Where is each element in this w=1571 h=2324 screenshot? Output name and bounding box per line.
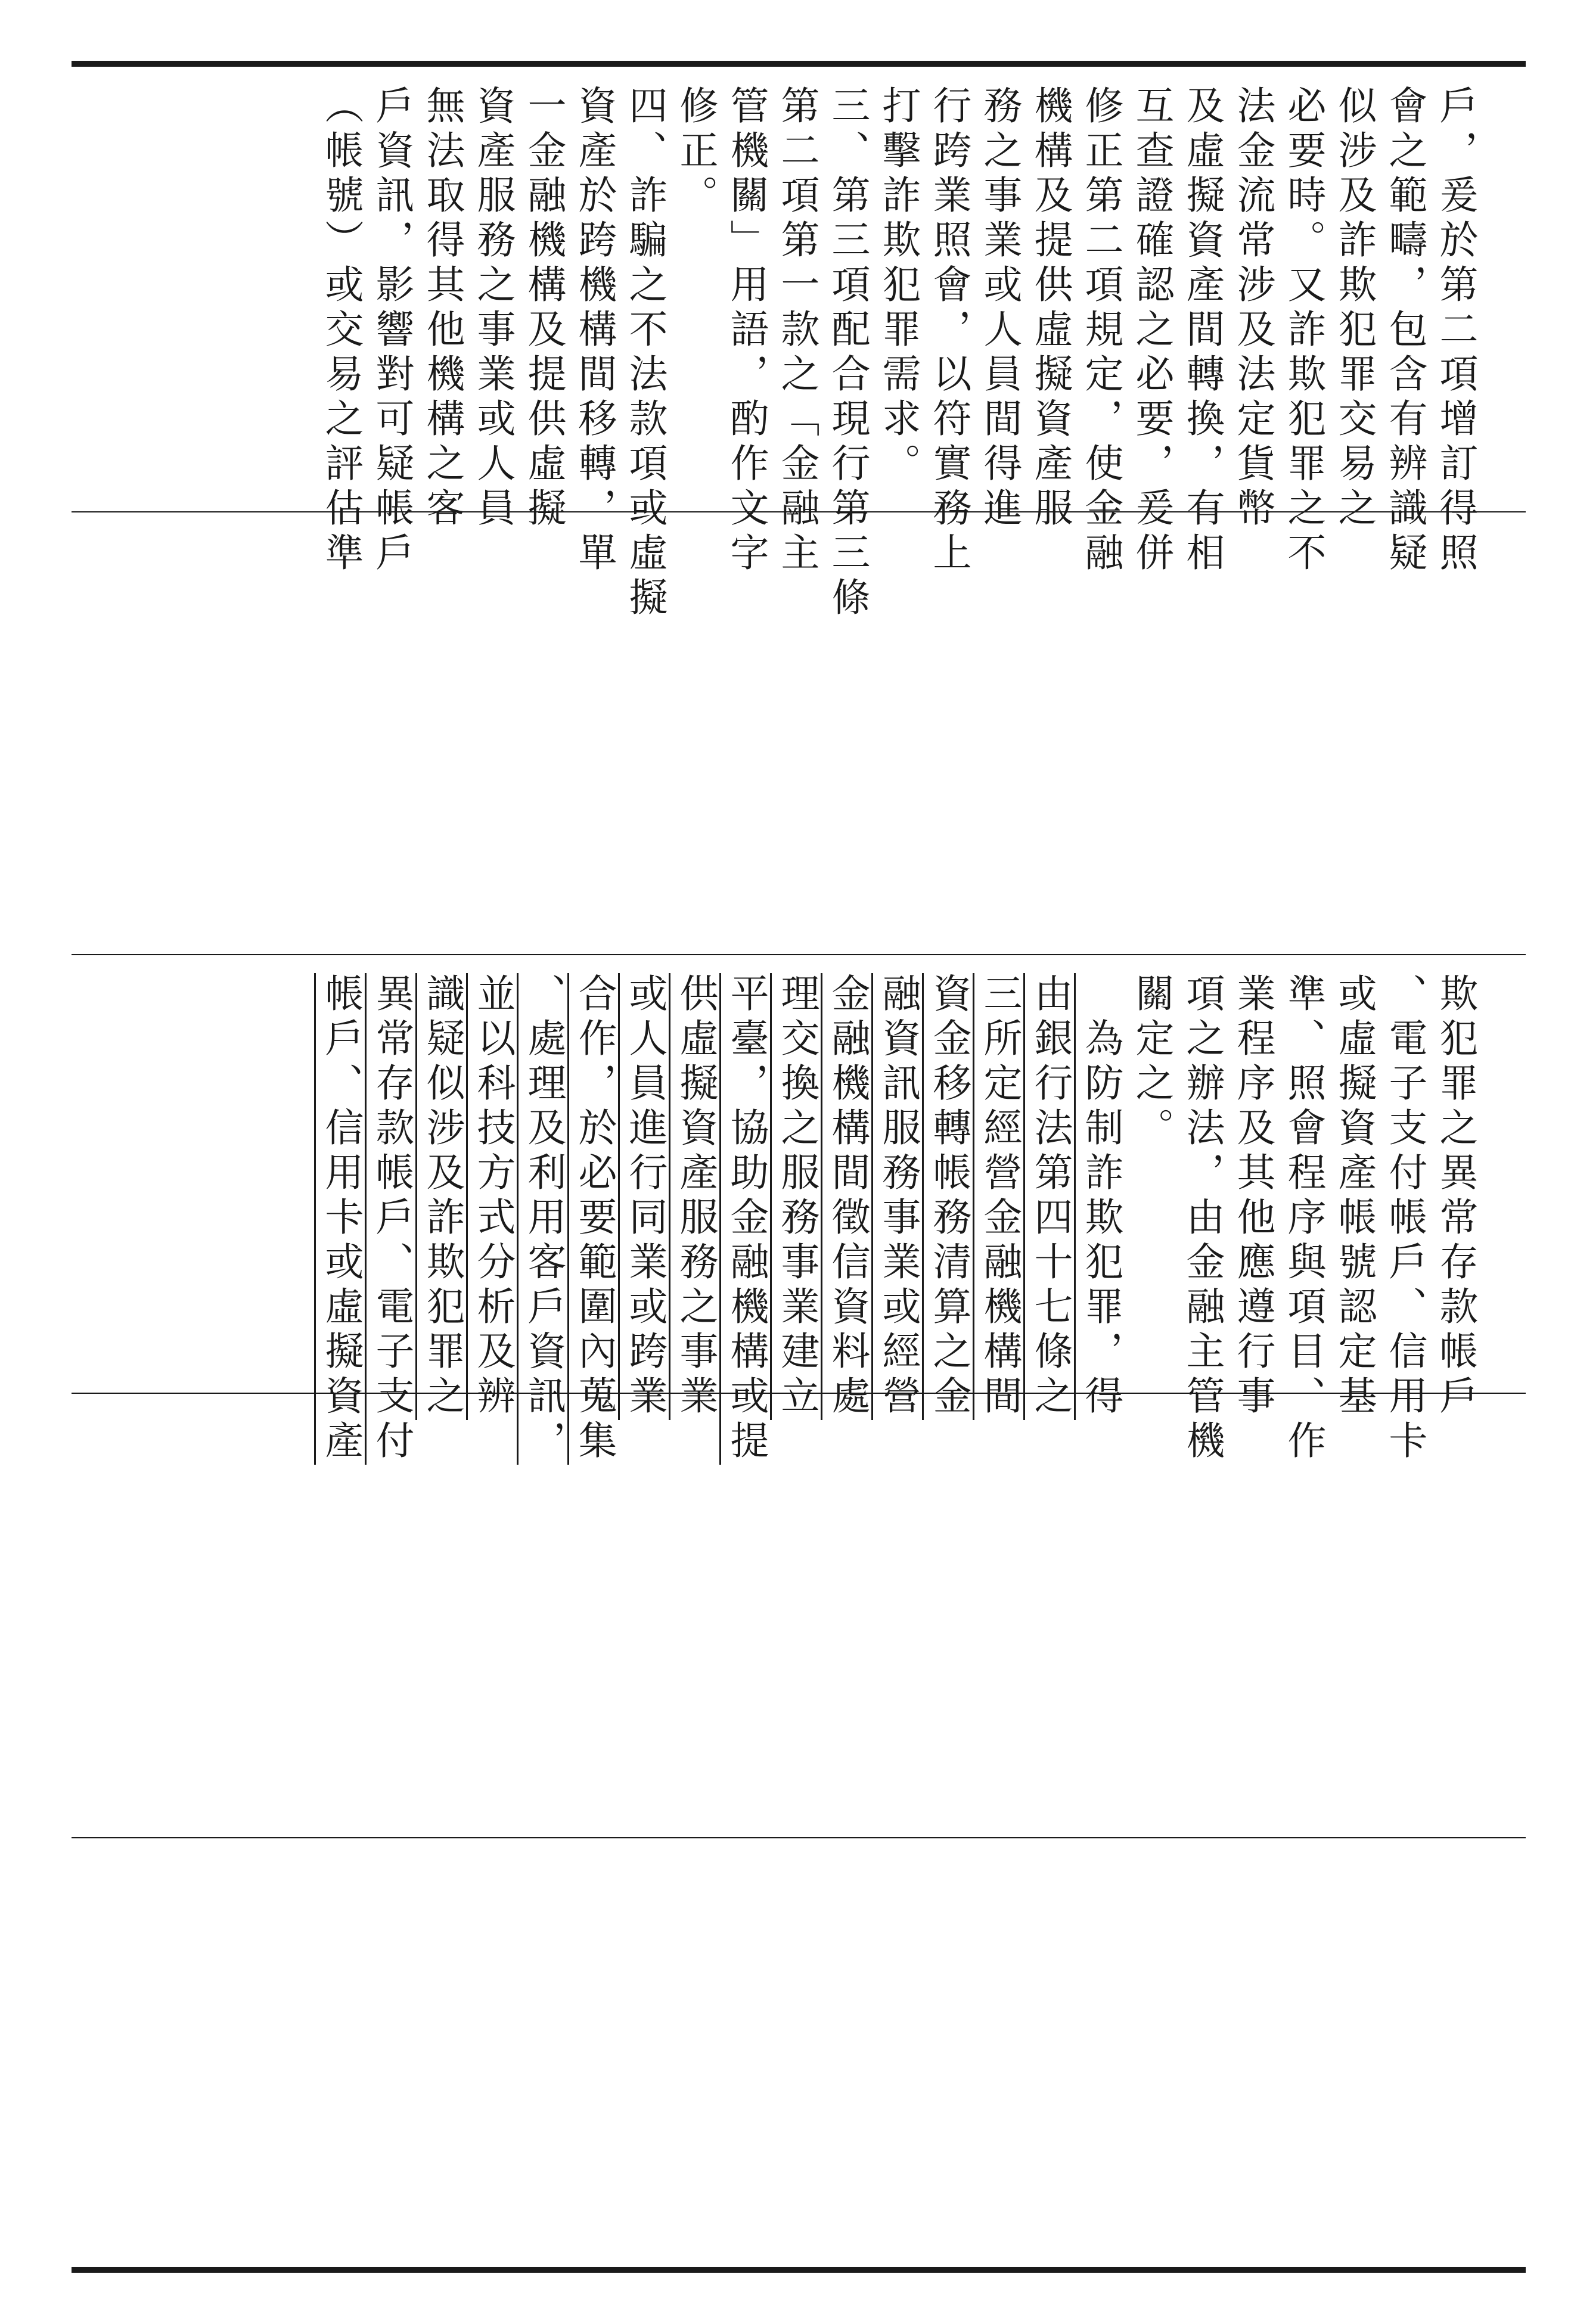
text-column: 帳戶、信用卡或虛擬資產 [318,973,363,1465]
text-column: 管機關」用語，酌作文字 [724,85,768,577]
text-column: 並以科技方式分析及辨 [470,973,515,1420]
text-column: 業程序及其他應遵行事 [1230,973,1275,1420]
text-column: 、處理及利用客戶資訊， [521,973,566,1465]
text-column: 為防制詐欺犯罪，得 [1078,973,1123,1420]
text-column: 第二項第一款之「金融主 [774,85,819,577]
text-column: 識疑似涉及詐欺犯罪之 [420,973,464,1420]
text-column: 或人員進行同業或跨業 [622,973,667,1420]
text-column: 準、照會程序與項目、作 [1281,973,1325,1465]
text-column: 三、第三項配合現行第三條 [825,85,870,622]
table-bottom-rule [72,2267,1526,2273]
text-column: 戶，爰於第二項增訂得照 [1433,85,1477,577]
text-column: 關定之。 [1129,973,1173,1152]
table-top-rule [72,61,1526,67]
text-column: 無法取得其他機構之客 [420,85,464,532]
text-column: 或虛擬資產帳號認定基 [1331,973,1376,1420]
text-column: 修正。 [673,85,718,219]
text-column: 合作，於必要範圍內蒐集 [572,973,616,1465]
text-column: 行跨業照會，以符實務上 [926,85,971,577]
text-column: （帳號）或交易之評估準 [318,85,363,577]
text-column: 異常存款帳戶、電子支付 [369,973,414,1465]
text-column: 及虛擬資產間轉換，有相 [1179,85,1224,577]
text-column: 會之範疇，包含有辨識疑 [1382,85,1427,577]
text-column: 資產於跨機構間移轉，單 [572,85,616,577]
text-column: 打擊詐欺犯罪需求。 [875,85,920,487]
text-column: 融資訊服務事業或經營 [875,973,920,1420]
text-column: 理交換之服務事業建立 [774,973,819,1420]
text-column: 戶資訊，影響對可疑帳戶 [369,85,414,577]
text-column: 由銀行法第四十七條之 [1027,973,1072,1420]
row-divider-2 [72,954,1526,955]
text-column: 四、詐騙之不法款項或虛擬 [622,85,667,622]
row-divider-4 [72,1837,1526,1838]
text-column: 修正第二項規定，使金融 [1078,85,1123,577]
text-column: 項之辦法，由金融主管機 [1179,973,1224,1465]
text-column: 一金融機構及提供虛擬 [521,85,566,532]
text-column: 法金流常涉及法定貨幣 [1230,85,1275,532]
text-column: 三所定經營金融機構間 [977,973,1022,1420]
text-column: 供虛擬資產服務之事業 [673,973,718,1420]
text-column: 互查證確認之必要，爰併 [1129,85,1173,577]
text-column: 似涉及詐欺犯罪交易之 [1331,85,1376,532]
text-column: 機構及提供虛擬資產服 [1027,85,1072,532]
text-column: 、電子支付帳戶、信用卡 [1382,973,1427,1465]
text-column: 資金移轉帳務清算之金 [926,973,971,1420]
text-column: 平臺，協助金融機構或提 [724,973,768,1465]
text-column: 務之事業或人員間得進 [977,85,1022,532]
text-column: 必要時。又詐欺犯罪之不 [1281,85,1325,577]
text-column: 欺犯罪之異常存款帳戶 [1433,973,1477,1420]
text-column: 資產服務之事業或人員 [470,85,515,532]
text-column: 金融機構間徵信資料處 [825,973,870,1420]
